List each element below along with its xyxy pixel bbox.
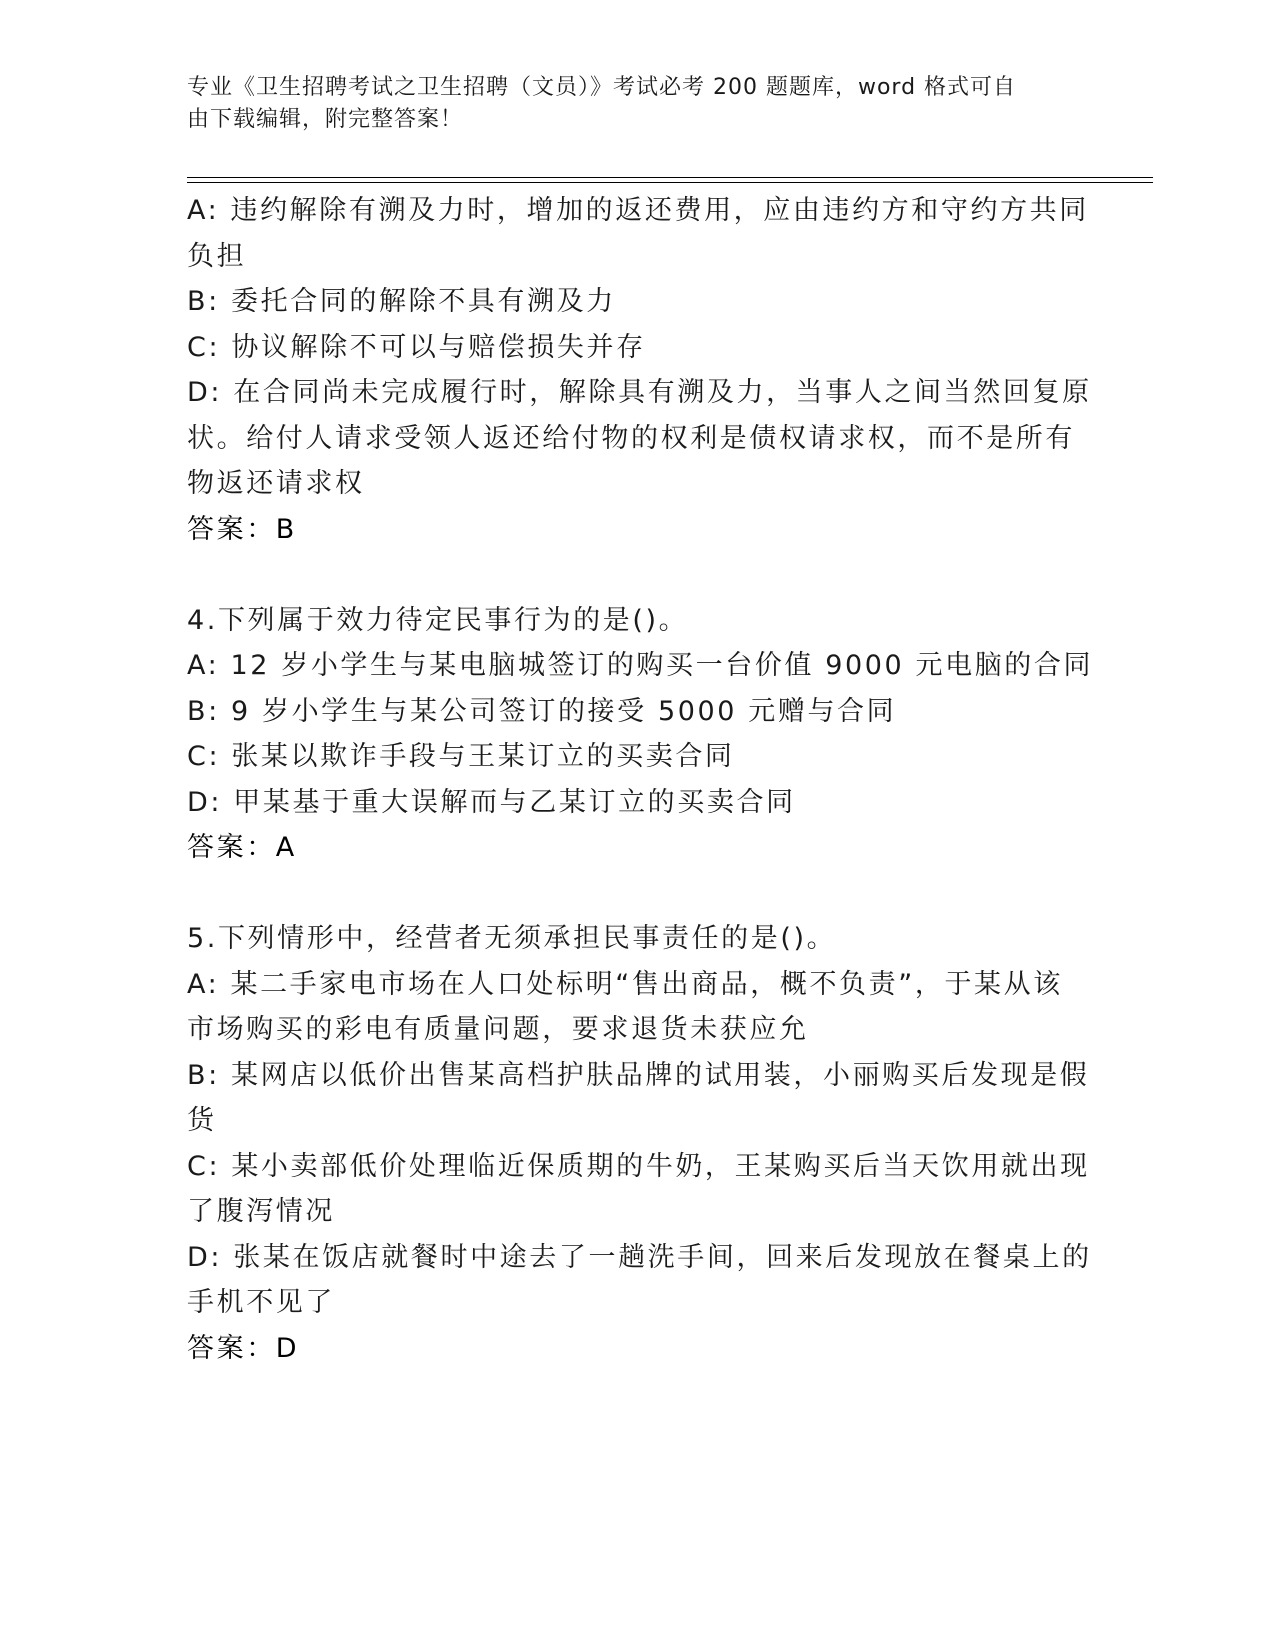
option-a-line-1: A: 违约解除有溯及力时，增加的返还费用，应由违约方和守约方共同 bbox=[187, 195, 1089, 226]
spacer bbox=[187, 871, 1087, 917]
option-b-line-2: 货 bbox=[187, 1105, 217, 1136]
option-c: C: 协议解除不可以与赔偿损失并存 bbox=[187, 331, 646, 363]
answer-label: 答案：A bbox=[187, 832, 297, 863]
question-5 bbox=[187, 916, 1092, 1371]
option-d-line-2: 手机不见了 bbox=[187, 1287, 335, 1318]
option-c: C: 张某以欺诈手段与王某订立的买卖合同 bbox=[187, 741, 735, 772]
option-d: D: 甲某基于重大误解而与乙某订立的买卖合同 bbox=[187, 786, 796, 818]
option-a: A: 12 岁小学生与某电脑城签订的购买一台价值 9000 元电脑的合同 bbox=[187, 650, 1094, 681]
option-a-line-2: 市场购买的彩电有质量问题，要求退货未获应允 bbox=[187, 1014, 809, 1045]
option-c-line-2: 了腹泻情况 bbox=[187, 1196, 335, 1227]
question-list bbox=[187, 188, 1094, 1371]
option-d-line-1: D: 在合同尚未完成履行时，解除具有溯及力，当事人之间当然回复原 bbox=[187, 377, 1092, 408]
document-header bbox=[187, 72, 1067, 136]
option-b-line-1: B: 某网店以低价出售某高档护肤品牌的试用装，小丽购买后发现是假 bbox=[187, 1059, 1090, 1091]
header-divider-top bbox=[187, 177, 1153, 178]
question-stem: 5.下列情形中，经营者无须承担民事责任的是()。 bbox=[187, 923, 837, 954]
option-a-line-2: 负担 bbox=[187, 240, 247, 272]
option-d-line-1: D: 张某在饭店就餐时中途去了一趟洗手间，回来后发现放在餐桌上的 bbox=[187, 1241, 1092, 1273]
option-c-line-1: C: 某小卖部低价处理临近保质期的牛奶，王某购买后当天饮用就出现 bbox=[187, 1150, 1090, 1182]
header-divider-bottom bbox=[187, 182, 1153, 183]
header-line-2: 由下载编辑，附完整答案！ bbox=[187, 107, 464, 132]
answer-label: 答案：D bbox=[187, 1332, 300, 1364]
option-d-line-3: 物返还请求权 bbox=[187, 468, 365, 499]
option-a-line-1: A: 某二手家电市场在人口处标明“售出商品，概不负责”，于某从该 bbox=[187, 968, 1063, 1000]
header-line-1: 专业《卫生招聘考试之卫生招聘（文员）》考试必考 200 题题库，word 格式可自 bbox=[187, 75, 1017, 100]
option-b: B: 9 岁小学生与某公司签订的接受 5000 元赠与合同 bbox=[187, 695, 897, 727]
spacer bbox=[187, 552, 1087, 598]
option-d-line-2: 状。给付人请求受领人返还给付物的权利是债权请求权，而不是所有 bbox=[187, 422, 1075, 454]
question-3-continued bbox=[187, 188, 1092, 552]
answer-label: 答案：B bbox=[187, 513, 297, 545]
question-4 bbox=[187, 598, 1094, 871]
option-b: B: 委托合同的解除不具有溯及力 bbox=[187, 286, 616, 317]
question-stem: 4.下列属于效力待定民事行为的是()。 bbox=[187, 604, 689, 636]
